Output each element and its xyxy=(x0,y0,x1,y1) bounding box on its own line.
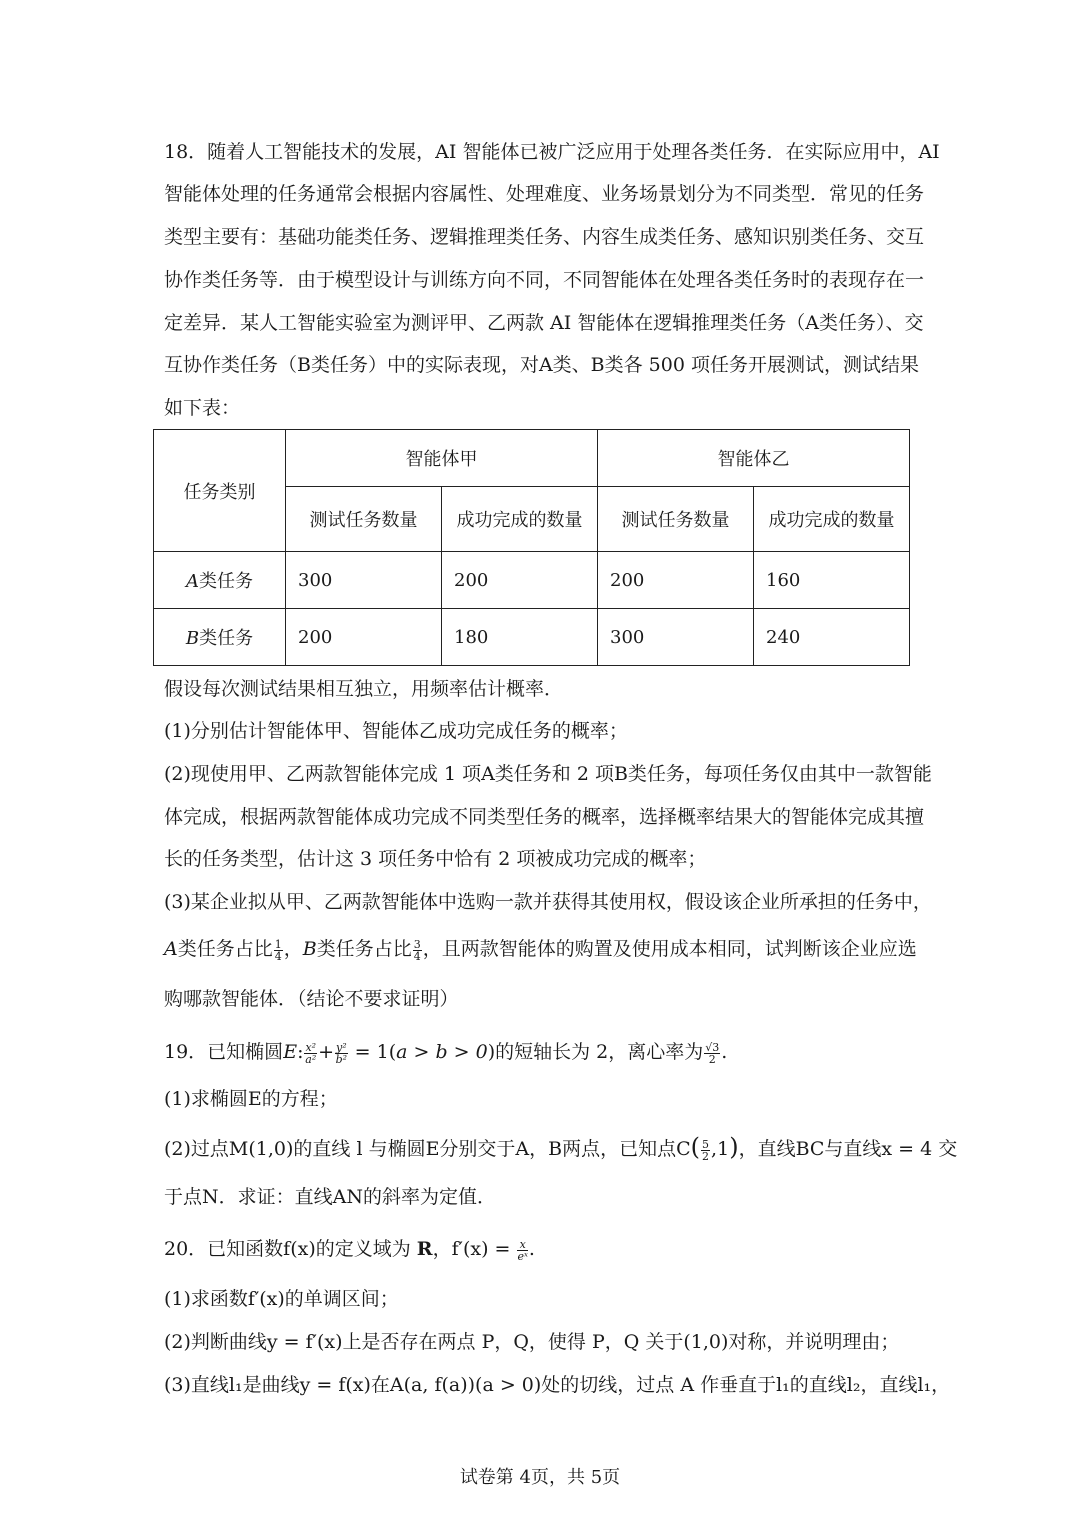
page-footer: 试卷第 4页，共 5页 xyxy=(459,1467,621,1488)
subheader: 测试任务数量 xyxy=(286,487,442,552)
test-results-table xyxy=(153,429,910,666)
denominator: 4 xyxy=(413,949,421,963)
p18-line-1: 18．随着人工智能技术的发展，AI 智能体已被广泛应用于处理各类任务．在实际应用中，AI xyxy=(164,141,940,163)
numerator: x xyxy=(517,1239,527,1251)
text: ，直线BC与直线x = 4 交 xyxy=(738,1138,958,1160)
table-cell: 300 xyxy=(286,552,442,609)
p20-question-1: (1)求函数f′(x)的单调区间； xyxy=(164,1288,399,1310)
fraction-eccentricity xyxy=(704,1042,720,1065)
numerator: 5 xyxy=(702,1137,710,1151)
fraction-three-quarters xyxy=(413,939,422,962)
row-label-text: 类任务 xyxy=(199,628,254,649)
subheader: 成功完成的数量 xyxy=(754,487,910,552)
denominator: 4 xyxy=(274,949,282,963)
denominator: 2 xyxy=(702,1149,710,1163)
text: 类任务占比 xyxy=(316,938,412,960)
group-header-jia: 智能体甲 xyxy=(286,430,598,487)
text: ，f′(x) = xyxy=(432,1238,517,1260)
fraction-five-halves xyxy=(701,1139,710,1162)
text: 类任务占比 xyxy=(177,938,273,960)
p18-question-3-line-2 xyxy=(164,937,917,962)
condition: a > b > 0 xyxy=(396,1041,488,1063)
denominator: eˣ xyxy=(517,1249,528,1263)
p18-assumption: 假设每次测试结果相互独立，用频率估计概率． xyxy=(164,678,564,700)
numerator: x² xyxy=(305,1040,317,1054)
text: 19．已知椭圆 xyxy=(164,1041,284,1063)
p18-question-1: (1)分别估计智能体甲、智能体乙成功完成任务的概率； xyxy=(164,720,628,742)
table-row xyxy=(154,609,910,666)
table-cell: 160 xyxy=(754,552,910,609)
row-label-var: A xyxy=(186,571,199,592)
corner-header: 任务类别 xyxy=(154,430,286,552)
p18-line-5: 定差异．某人工智能实验室为测评甲、乙两款 AI 智能体在逻辑推理类任务（A类任务）、交 xyxy=(164,312,924,334)
table-cell: 240 xyxy=(754,609,910,666)
numerator: 3 xyxy=(413,937,421,951)
text: ，且两款智能体的购置及使用成本相同，试判断该企业应选 xyxy=(422,938,917,960)
p18-line-2: 智能体处理的任务通常会根据内容属性、处理难度、业务场景划分为不同类型．常见的任务 xyxy=(164,183,925,205)
subheader: 成功完成的数量 xyxy=(442,487,598,552)
fraction-one-quarter xyxy=(274,939,283,962)
p19-question-2-line-1: (2)过点M(1,0)的直线 l 与椭圆E分别交于A，B两点，已知点C( $\frac{5}{2}$ ,1)，直线BC与直线x = 4 交 xyxy=(164,1133,958,1163)
var-e: E xyxy=(283,1041,298,1063)
table-cell: 200 xyxy=(442,552,598,609)
numerator: √3 xyxy=(705,1040,720,1054)
text: : xyxy=(297,1041,304,1063)
row-label xyxy=(154,552,286,609)
row-label xyxy=(154,609,286,666)
text: ， xyxy=(283,938,303,960)
denominator: a² xyxy=(305,1052,317,1066)
numerator: 1 xyxy=(274,937,282,951)
text: . xyxy=(721,1041,728,1063)
text: 20．已知函数f(x)的定义域为 xyxy=(164,1238,417,1260)
var-a: A xyxy=(164,938,178,960)
text: = 1( xyxy=(348,1041,397,1063)
text: )的短轴长为 2，离心率为 xyxy=(487,1041,704,1063)
table-cell: 200 xyxy=(598,552,754,609)
numerator: y² xyxy=(336,1040,347,1054)
real-numbers-symbol: R xyxy=(416,1238,433,1260)
subheader: 测试任务数量 xyxy=(598,487,754,552)
denominator: b² xyxy=(335,1052,348,1066)
p19-question-2-line-2: 于点N．求证：直线AN的斜率为定值． xyxy=(164,1186,496,1208)
p18-question-2-line-1: (2)现使用甲、乙两款智能体完成 1 项A类任务和 2 项B类任务，每项任务仅由其中一款智能 xyxy=(164,763,932,785)
table-cell: 200 xyxy=(286,609,442,666)
row-label-var: B xyxy=(185,628,200,649)
text: . xyxy=(528,1238,535,1260)
p18-question-2-line-3: 长的任务类型，估计这 3 项任务中恰有 2 项被成功完成的概率； xyxy=(164,848,707,870)
p18-question-2-line-2: 体完成，根据两款智能体成功完成不同类型任务的概率，选择概率结果大的智能体完成其擅 xyxy=(164,806,925,828)
p19-intro: 19．已知椭圆E: $\frac{\text{x²}}{\text{a²}}$ + $\frac{\text{y²}}{\text{b²}}$ = 1(a > b > 0)的短轴长为 2，离心率为 $\frac{√3}{2}$ . xyxy=(164,1040,728,1066)
p19-question-1: (1)求椭圆E的方程； xyxy=(164,1088,338,1110)
table-row xyxy=(154,552,910,609)
p18-question-3-line-1: (3)某企业拟从甲、乙两款智能体中选购一款并获得其使用权，假设该企业所承担的任务中， xyxy=(164,891,932,913)
p20-question-2: (2)判断曲线y = f′(x)上是否存在两点 P，Q，使得 P，Q 关于(1,0)对称，并说明理由； xyxy=(164,1331,900,1353)
text: ,1 xyxy=(711,1138,730,1160)
p18-question-3-line-3: 购哪款智能体．（结论不要求证明） xyxy=(164,988,459,1010)
p20-question-3: (3)直线l₁是曲线y = f(x)在A(a, f(a))(a > 0)处的切线，过点 A 作垂直于l₁的直线l₂，直线l₁， xyxy=(164,1374,951,1396)
denominator: 2 xyxy=(708,1052,716,1066)
p18-line-4: 协作类任务等．由于模型设计与训练方向不同，不同智能体在处理各类任务时的表现存在一 xyxy=(164,269,925,291)
p18-line-3: 类型主要有：基础功能类任务、逻辑推理类任务、内容生成类任务、感知识别类任务、交互 xyxy=(164,226,925,248)
text: (2)过点M(1,0)的直线 l 与椭圆E分别交于A，B两点，已知点C xyxy=(164,1138,691,1160)
p18-line-6: 互协作类任务（B类任务）中的实际表现，对A类、B类各 500 项任务开展测试，测试结果 xyxy=(164,354,919,376)
fraction-x-over-ex xyxy=(517,1239,527,1262)
p18-line-7: 如下表： xyxy=(164,397,241,419)
table-cell: 300 xyxy=(598,609,754,666)
table-cell: 180 xyxy=(442,609,598,666)
p20-intro xyxy=(164,1237,535,1262)
fraction-x2-a2 xyxy=(304,1042,317,1065)
fraction-y2-b2 xyxy=(335,1042,348,1065)
group-header-yi: 智能体乙 xyxy=(598,430,910,487)
row-label-text: 类任务 xyxy=(199,571,253,592)
var-b: B xyxy=(302,938,317,960)
